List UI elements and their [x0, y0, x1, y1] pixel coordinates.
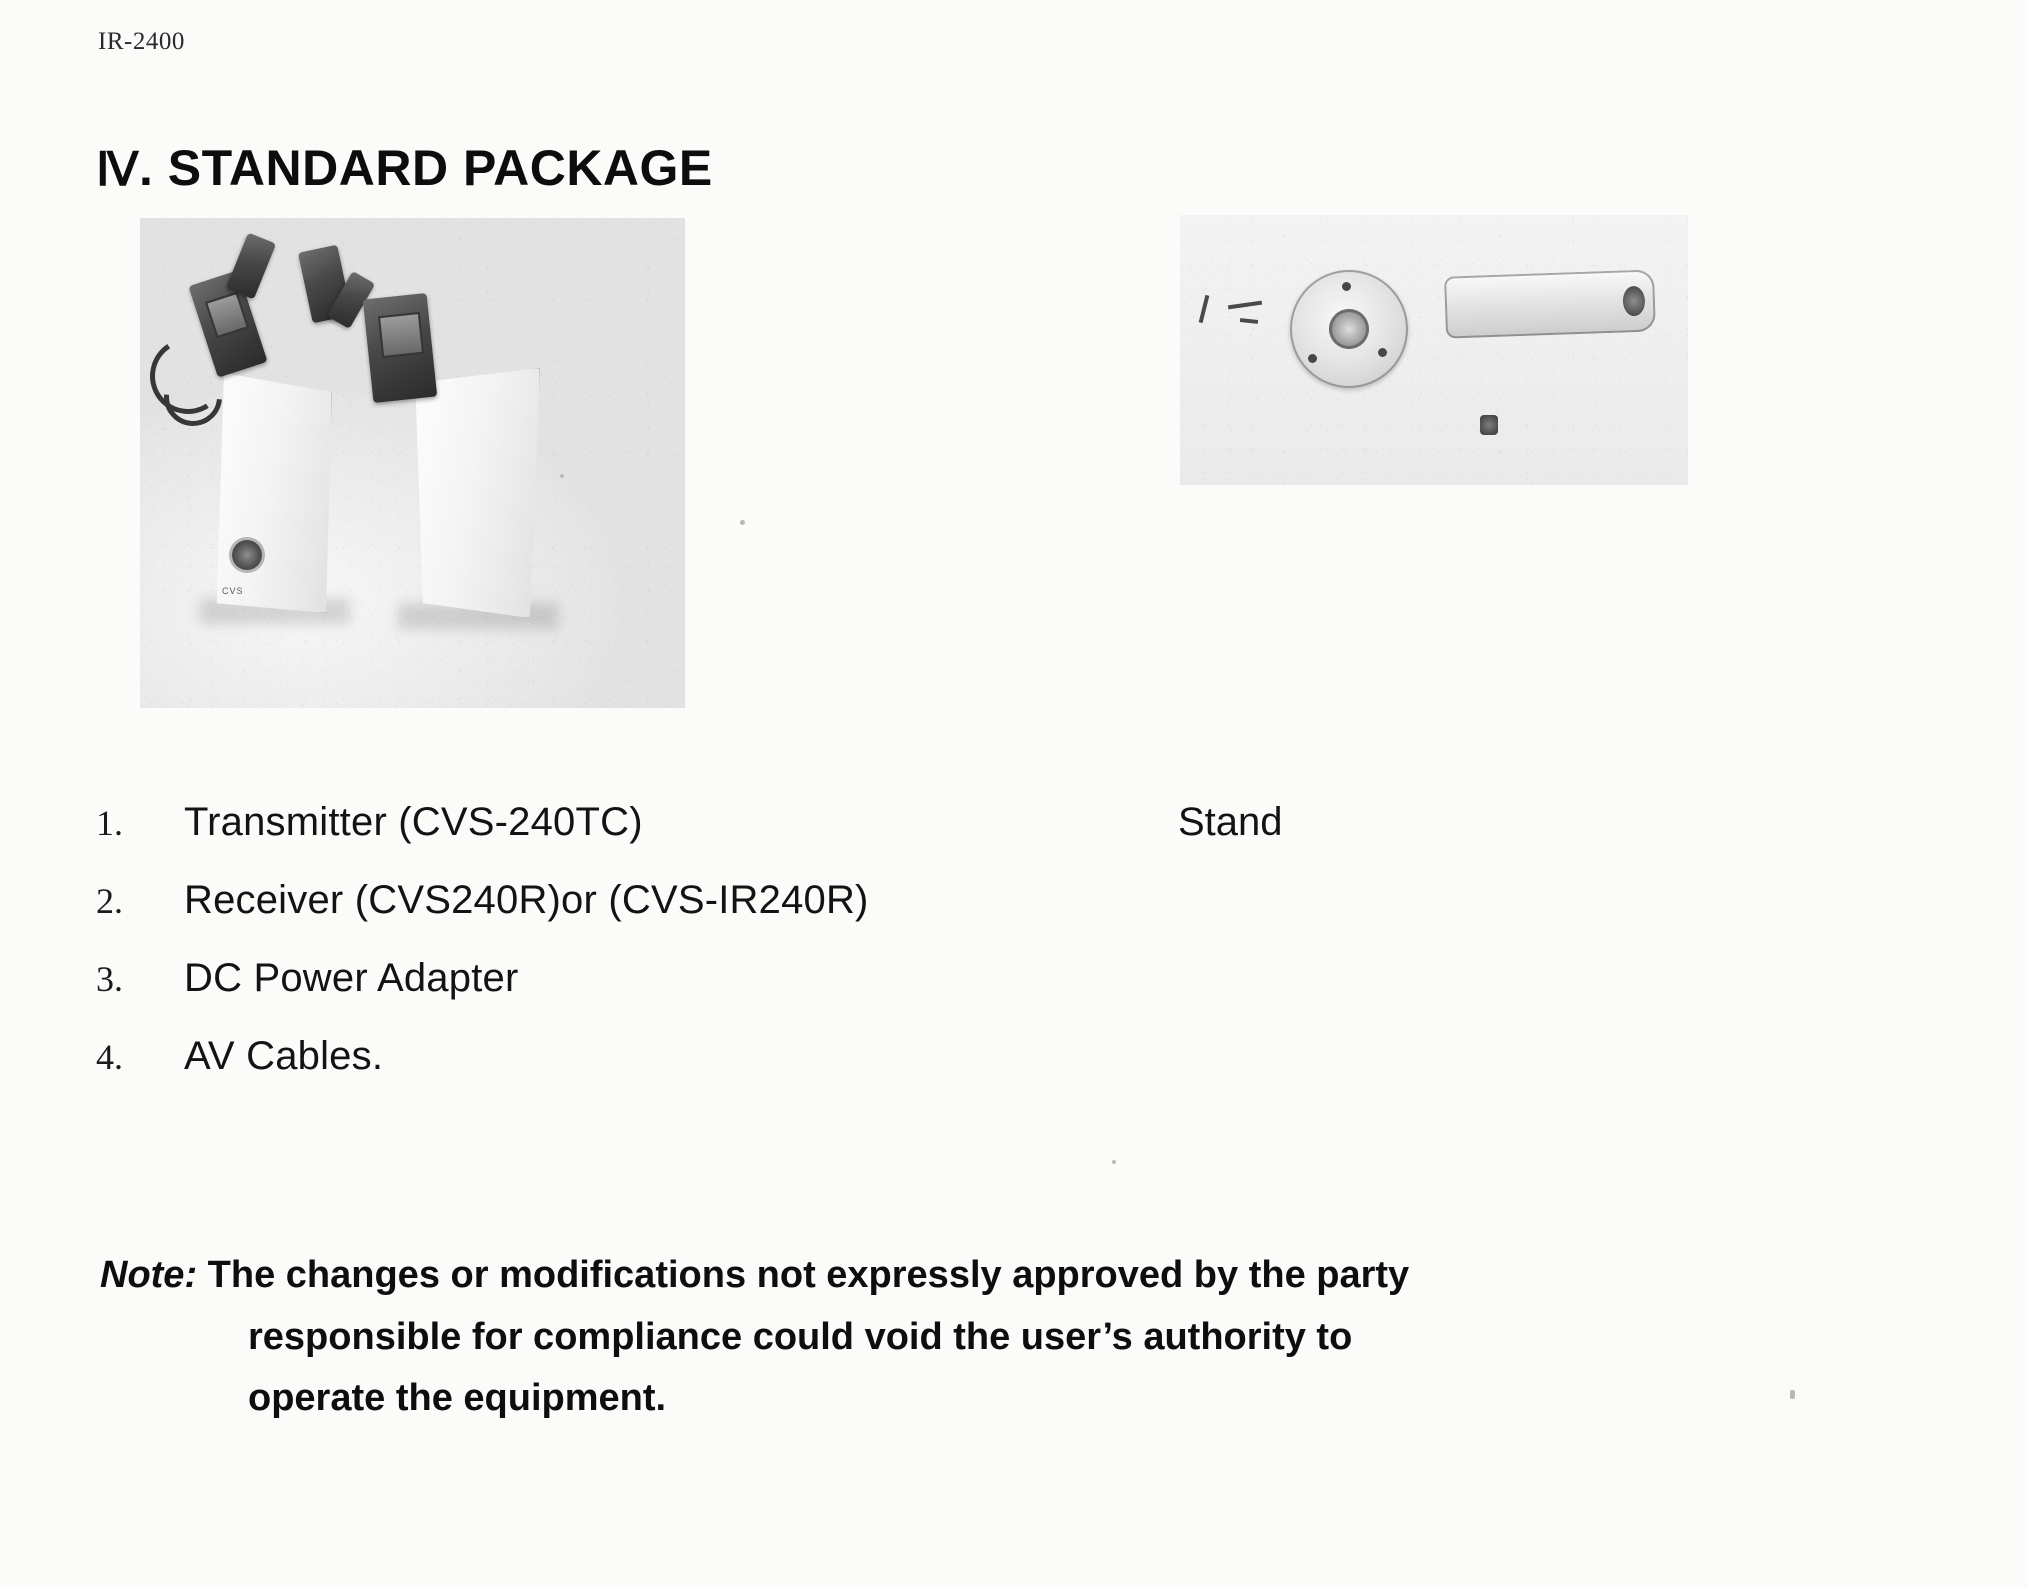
stand-caption: Stand [1178, 800, 1283, 844]
stand-base-disc [1290, 270, 1408, 388]
transmitter-receiver-package-photo [140, 218, 685, 708]
photo-grain-overlay [1180, 215, 1688, 485]
list-item [96, 1034, 1196, 1112]
note-text-1: The changes or modifications not expressly approved by the party [197, 1254, 1410, 1296]
stand-base-hole [1378, 348, 1387, 357]
list-item-label: Receiver (CVS240R)or (CVS-IR240R) [184, 878, 869, 922]
carton-left [212, 373, 332, 613]
list-item [96, 956, 1196, 1034]
stand-base-hole [1308, 354, 1317, 363]
note-prefix: Note: [100, 1254, 198, 1296]
lens-icon [232, 540, 262, 570]
stand-nut [1480, 415, 1498, 435]
carton-print-label: CVS [222, 586, 244, 596]
compliance-note [100, 1245, 1930, 1430]
device-receiver-panel [378, 312, 424, 358]
stand-parts-photo [1180, 215, 1688, 485]
list-item [96, 800, 1196, 878]
page-title [96, 139, 713, 197]
section-numeral: Ⅳ [96, 143, 139, 195]
list-item-number: 3. [96, 959, 123, 999]
carton-right [410, 368, 540, 618]
stand-base-hub [1329, 309, 1369, 349]
note-line-3: operate the equipment. [248, 1377, 667, 1420]
package-contents-list [96, 800, 1196, 1112]
stand-base-hole [1342, 282, 1351, 291]
page-speck [1112, 1160, 1116, 1164]
stand-tube-end [1622, 286, 1645, 317]
section-title-text: . STANDARD PACKAGE [138, 139, 713, 196]
list-item-label: DC Power Adapter [184, 956, 519, 1000]
list-item-number: 2. [96, 881, 123, 921]
list-item-label: Transmitter (CVS-240TC) [184, 800, 643, 844]
page-speck [740, 520, 745, 525]
list-item-label: AV Cables. [184, 1034, 384, 1078]
list-item-number: 1. [96, 803, 123, 843]
note-line-1 [100, 1245, 1930, 1307]
stand-tube [1444, 269, 1656, 338]
document-header-code: IR-2400 [98, 28, 185, 55]
list-item-number: 4. [96, 1037, 123, 1077]
photo-speck [560, 474, 564, 478]
page-speck [1790, 1390, 1795, 1399]
list-item [96, 878, 1196, 956]
note-line-2: responsible for compliance could void the user’s authority to [248, 1315, 1353, 1358]
